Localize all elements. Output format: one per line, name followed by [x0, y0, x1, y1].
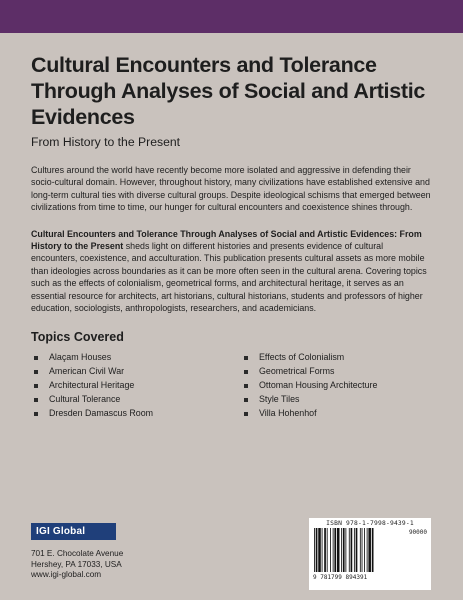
barcode-bar: [343, 528, 345, 572]
description-paragraph: [31, 228, 431, 315]
barcode-bar: [345, 528, 346, 572]
barcode-bars: [313, 527, 393, 573]
barcode-bar: [372, 528, 374, 572]
isbn-barcode: [309, 518, 431, 590]
topic-item: Architectural Heritage: [31, 379, 241, 393]
publisher-logo-tagline: PUBLISHER of TIMELY KNOWLEDGE: [36, 537, 89, 541]
publisher-address: [31, 549, 123, 581]
description-title: Cultural Encounters and Tolerance Through Analyses of Social and Artistic Evidences: From History to the Present: [31, 228, 422, 252]
barcode-bar: [360, 528, 361, 572]
barcode-bar: [330, 528, 331, 572]
barcode-bar: [327, 528, 328, 572]
description-text: sheds light on different histories and presents evidence of cultural encounters, coexistence, and acculturation. This publication presents cultural assets as more mobile than ideologies across boundaries as it can be more often seen in the cultural arena. Covering topics such as the effects of colonialism, geometrical forms, and architectural heritage, it serves as an essential resource for architects, art historians, cultural historians, students and professors of higher education, sociologists, anthropologists, researchers, and academicians.: [31, 241, 427, 314]
topic-item: Villa Hohenhof: [241, 407, 377, 421]
barcode-bar: [322, 528, 323, 572]
barcode-bar: [333, 528, 334, 572]
barcode-bar: [368, 528, 371, 572]
barcode-bar: [351, 528, 353, 572]
top-color-band: [0, 0, 463, 33]
topics-column-left: [31, 351, 241, 420]
topics-heading: Topics Covered: [31, 330, 124, 345]
topics-list: [31, 351, 431, 420]
isbn-number: ISBN 978-1-7998-9439-1: [326, 520, 414, 527]
price-code: 90000: [408, 529, 427, 536]
topic-item: Style Tiles: [241, 393, 377, 407]
publisher-logo-text: IGI Global: [36, 526, 86, 537]
topic-item: Dresden Damascus Room: [31, 407, 241, 421]
barcode-bar: [314, 528, 315, 572]
barcode-bar: [349, 528, 350, 572]
book-title: Cultural Encounters and Tolerance Through Analyses of Social and Artistic Evidences: [31, 53, 426, 129]
barcode-bar: [318, 528, 321, 572]
barcode-bar: [316, 528, 318, 572]
topic-item: Ottoman Housing Architecture: [241, 379, 377, 393]
barcode-bar: [341, 528, 342, 572]
intro-paragraph: Cultures around the world have recently become more isolated and aggressive in defending their socio-cultural domain. However, throughout history, many civilizations have established extensive and long-term cultural ties with diverse cultural groups. Despite ideological schisms that emerged between civilizations from time to time, our hunger for cultural encounters and coexistence shines through.: [31, 165, 431, 213]
publisher-footer: [31, 513, 431, 593]
barcode-bar: [362, 528, 363, 572]
topic-item: American Civil War: [31, 365, 241, 379]
topics-column-right: [241, 351, 377, 420]
address-line-1: 701 E. Chocolate Avenue: [31, 549, 124, 558]
address-line-2: Hershey, PA 17033, USA: [31, 559, 122, 569]
back-cover-content: [31, 52, 431, 420]
topic-item: Effects of Colonialism: [241, 351, 377, 365]
topic-item: Geometrical Forms: [241, 365, 377, 379]
barcode-bar: [356, 528, 358, 572]
topic-item: Cultural Tolerance: [31, 393, 241, 407]
topic-item: Alaçam Houses: [31, 351, 241, 365]
barcode-bar: [324, 528, 326, 572]
barcode-bar: [364, 528, 365, 572]
barcode-bar: [367, 528, 368, 572]
book-subtitle: From History to the Present: [31, 135, 181, 149]
barcode-bar: [337, 528, 340, 572]
ean-digits: 9 781799 894391: [313, 574, 368, 581]
barcode-bar: [334, 528, 336, 572]
publisher-website: www.igi-global.com: [31, 570, 102, 579]
barcode-bar: [354, 528, 355, 572]
